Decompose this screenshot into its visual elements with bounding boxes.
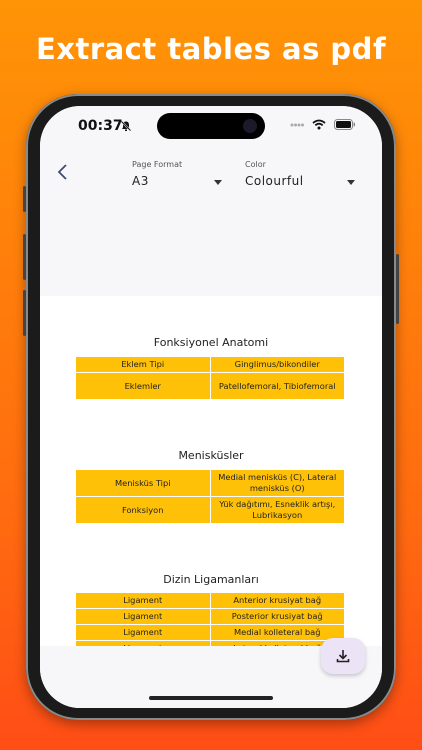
- table-row: [76, 373, 345, 400]
- phone-volume-up: [23, 234, 26, 280]
- color-label: Color: [245, 160, 266, 169]
- table-cell: Anterior krusiyat bağ: [210, 593, 345, 609]
- phone-mute-switch: [23, 186, 26, 212]
- wifi-icon: [312, 119, 326, 130]
- table-cell: Yük dağıtımı, Esneklik artışı, Lubrikasyon: [210, 497, 345, 524]
- chevron-down-icon: [347, 180, 355, 185]
- table-cell: Medial menisküs (C), Lateral menisküs (O): [210, 470, 345, 497]
- section-title: Menisküsler: [178, 449, 244, 462]
- table-row: [76, 497, 345, 524]
- status-bar: [40, 106, 382, 146]
- table-cell: Eklemler: [76, 373, 211, 400]
- table-cell: Medial kolleteral bağ: [210, 625, 345, 641]
- table-row: [76, 357, 345, 373]
- phone-screen: [40, 106, 382, 708]
- phone-frame: [26, 94, 396, 720]
- phone-volume-down: [23, 290, 26, 336]
- phone-power-button: [396, 254, 399, 324]
- download-button[interactable]: [321, 638, 365, 674]
- table-cell: Ligament: [76, 625, 211, 641]
- page-format-dropdown[interactable]: [132, 160, 222, 188]
- pdf-preview: [40, 296, 382, 666]
- table-row: [76, 470, 345, 497]
- bell-muted-icon: [120, 120, 132, 132]
- chevron-down-icon: [214, 180, 222, 185]
- color-dropdown[interactable]: [245, 160, 355, 188]
- section-title: Fonksiyonel Anatomi: [153, 336, 269, 349]
- table-cell: Ginglimus/bikondiler: [210, 357, 345, 373]
- table-cell: Patellofemoral, Tibiofemoral: [210, 373, 345, 400]
- anatomy-table: [75, 356, 345, 400]
- table-cell: Eklem Tipi: [76, 357, 211, 373]
- table-cell: Ligament: [76, 609, 211, 625]
- color-value: Colourful: [245, 174, 304, 188]
- table-row: [76, 625, 345, 641]
- promo-headline: Extract tables as pdf: [35, 32, 387, 66]
- table-row: [76, 593, 345, 609]
- cellular-signal-icon: [290, 122, 304, 128]
- table-cell: Ligament: [76, 593, 211, 609]
- home-indicator[interactable]: [149, 696, 273, 700]
- battery-icon: [334, 119, 356, 130]
- status-time: 00:37: [78, 118, 123, 134]
- arrow-left-icon[interactable]: [54, 162, 74, 182]
- page-format-label: Page Format: [132, 160, 183, 169]
- table-row: [76, 609, 345, 625]
- app-bar: [40, 146, 382, 296]
- page-format-value: A3: [132, 174, 149, 188]
- table-cell: Fonksiyon: [76, 497, 211, 524]
- section-title: Dizin Ligamanları: [163, 573, 259, 586]
- camera-icon: [243, 119, 257, 133]
- dynamic-island: [157, 113, 265, 139]
- download-icon: [335, 648, 351, 664]
- meniscus-table: [75, 469, 345, 524]
- table-cell: Menisküs Tipi: [76, 470, 211, 497]
- table-cell: Posterior krusiyat bağ: [210, 609, 345, 625]
